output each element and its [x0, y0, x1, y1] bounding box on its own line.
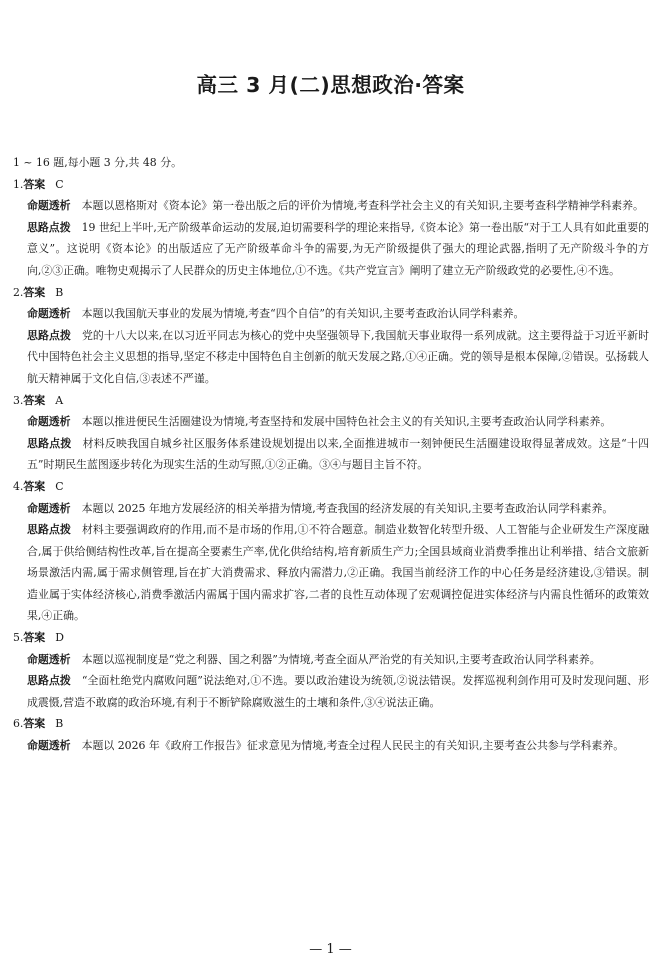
analysis-label: 命题透析: [27, 307, 71, 321]
answer-letter: A: [55, 393, 64, 407]
answer-letter: C: [55, 479, 64, 493]
question-1-answer: [13, 174, 649, 196]
question-3-answer: [13, 390, 649, 412]
answer-label: 答案: [23, 393, 46, 407]
hint-label: 思路点拨: [27, 328, 71, 342]
question-6-analysis: [13, 735, 649, 757]
question-4-answer: [13, 476, 649, 498]
question-1-hint: [13, 217, 649, 282]
answer-content: [13, 152, 649, 757]
analysis-label: 命题透析: [27, 501, 71, 515]
page-title: 高三 3 月(二)思想政治·答案: [196, 73, 465, 97]
answer-letter: B: [55, 717, 64, 731]
question-number: 4.: [13, 479, 24, 493]
analysis-text: 本题以巡视制度是“党之利器、国之利器”为情境,考查全面从严治党的有关知识,主要考查政治认同学科素养。: [81, 652, 601, 666]
hint-label: 思路点拨: [27, 523, 71, 537]
question-5-answer: [13, 627, 649, 649]
question-3-analysis: [13, 411, 649, 433]
question-number: 3.: [13, 393, 24, 407]
answer-label: 答案: [23, 717, 46, 731]
question-6-answer: [13, 713, 649, 735]
answer-label: 答案: [23, 285, 46, 299]
question-number: 6.: [13, 717, 24, 731]
question-2-analysis: [13, 303, 649, 325]
analysis-text: 本题以我国航天事业的发展为情境,考查“四个自信”的有关知识,主要考查政治认同学科素养。: [81, 307, 525, 321]
section-intro: 1 ~ 16 题,每小题 3 分,共 48 分。: [13, 156, 182, 169]
hint-text: 材料主要强调政府的作用,而不是市场的作用,①不符合题意。制造业数智化转型升级、人工智能与企业研发生产深度融合,属于供给侧结构性改革,旨在提高全要素生产率,优化供给结构,培育新质生产力;全国县域商业消费季推出让利举措、结合文旅新场景激活内需,属于需求侧管理,旨在扩大消费需求、释放内需潜力,②正确。我国当前经济工作的中心任务是经济建设,③错误。制造业属于实体经济核心,消费季激活内需属于国内需求扩容,二者的良性互动体现了宏观调控促进实体经济与内需良性循环的政策效果,④正确。: [27, 523, 649, 623]
answer-label: 答案: [23, 177, 46, 191]
question-number: 1.: [13, 177, 24, 191]
question-1-analysis: [13, 195, 649, 217]
question-3-hint: [13, 433, 649, 476]
analysis-label: 命题透析: [27, 739, 71, 753]
question-number: 2.: [13, 285, 24, 299]
analysis-label: 命题透析: [27, 652, 71, 666]
analysis-text: 本题以推进便民生活圈建设为情境,考查坚持和发展中国特色社会主义的有关知识,主要考查政治认同学科素养。: [81, 415, 612, 429]
answer-letter: B: [55, 285, 64, 299]
analysis-text: 本题以恩格斯对《资本论》第一卷出版之后的评价为情境,考查科学社会主义的有关知识,主要考查科学精神学科素养。: [81, 199, 644, 213]
hint-label: 思路点拨: [27, 220, 71, 234]
question-number: 5.: [13, 631, 24, 645]
analysis-text: 本题以 2025 年地方发展经济的相关举措为情境,考查我国的经济发展的有关知识,主要考查政治认同学科素养。: [81, 501, 614, 515]
question-5-hint: [13, 670, 649, 713]
hint-text: “全面杜绝党内腐败问题”说法绝对,①不选。要以政治建设为统领,②说法错误。发挥巡视利剑作用可及时发现问题、形成震慑,营造不敢腐的政治环境,有利于不断铲除腐败滋生的土壤和条件,③④说法正确。: [27, 674, 649, 709]
hint-text: 材料反映我国自城乡社区服务体系建设规划提出以来,全面推进城市一刻钟便民生活圈建设取得显著成效。这是“十四五”时期民生蓝图逐步转化为现实生活的生动写照,①②正确。③④与题目主旨不符。: [27, 436, 649, 472]
analysis-label: 命题透析: [27, 415, 71, 429]
answer-label: 答案: [23, 479, 46, 493]
hint-text: 19 世纪上半叶,无产阶级革命运动的发展,迫切需要科学的理论来指导,《资本论》第一卷出版“对于工人具有如此重要的意义”。这说明《资本论》的出版适应了无产阶级革命斗争的需要,为无产阶级提供了强大的理论武器,指明了无产阶级斗争的方向,②③正确。唯物史观揭示了人民群众的历史主体地位,①不选。《共产党宣言》阐明了建立无产阶级政党的必要性,④不选。: [27, 220, 649, 277]
page-number: — 1 —: [309, 942, 352, 957]
question-2-hint: [13, 325, 649, 390]
hint-text: 党的十八大以来,在以习近平同志为核心的党中央坚强领导下,我国航天事业取得一系列成就。这主要得益于习近平新时代中国特色社会主义思想的指导,坚定不移走中国特色自主创新的航天发展之路,①④正确。党的领导是根本保障,②错误。弘扬载人航天精神属于文化自信,③表述不严谨。: [27, 328, 649, 385]
question-5-analysis: [13, 649, 649, 671]
question-4-analysis: [13, 498, 649, 520]
hint-label: 思路点拨: [27, 674, 71, 688]
analysis-label: 命题透析: [27, 199, 71, 213]
question-4-hint: [13, 519, 649, 627]
answer-letter: D: [55, 631, 64, 645]
answer-letter: C: [55, 177, 64, 191]
hint-label: 思路点拨: [27, 436, 72, 450]
analysis-text: 本题以 2026 年《政府工作报告》征求意见为情境,考查全过程人民民主的有关知识,主要考查公共参与学科素养。: [81, 739, 625, 753]
answer-label: 答案: [23, 631, 46, 645]
question-2-answer: [13, 282, 649, 304]
